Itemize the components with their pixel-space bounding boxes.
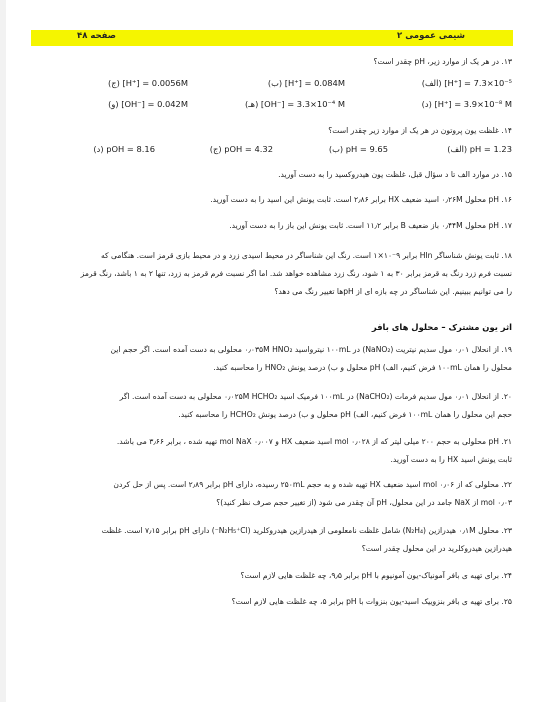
q21-line-1: ۲۱. pH محلولی به حجم ۲۰۰ میلی لیتر که از ۰٫۰۲۸ mol اسید ضعیف HX و ۰٫۰۰۷ mol NaX تهیه شده ، برابر ۳٫۶۶ می باشد. <box>116 437 512 446</box>
q13-option-e: (هـ) [OH⁻] = 3.3×10⁻⁴ M <box>245 99 345 109</box>
q13-option-b: (ب) [H⁺] = 0.084M <box>267 78 345 88</box>
q22-line-2: ۰٫۰۳ mol از NaX جامد در این محلول، pH آن چقدر می شود (از تغییر حجم صرف نظر کنید)؟ <box>216 498 512 507</box>
q18-line-2: نسبت فرم زرد رنگ به قرمز برابر ۳۰ به ۱ شود، رنگ زرد مشاهده خواهد شد. اما اگر نسبت فرم قرمز به زرد، تنها ۲ به ۱ باشد، رنگ قرمز <box>80 269 512 278</box>
q18-line-1: ۱۸. ثابت یونش شناساگر HIn برابر ۹⁻۱۰×۱ است. رنگ این شناساگر در محیط اسیدی زرد و در محیط بازی قرمز است. هنگامی که <box>100 251 512 260</box>
q24-text: ۲۴. برای تهیه ی بافر آمونیاک-یون آمونیوم با pH برابر ۹٫۵، چه غلظت هایی لازم است؟ <box>240 571 512 580</box>
q21-line-2: ثابت یونش اسید HX را به دست آورید. <box>390 455 512 464</box>
page-header <box>31 30 513 46</box>
q16-text: ۱۶. pH محلول ۰٫۲۶M اسید ضعیف HX برابر ۲٫۸۶ است. ثابت یونش این اسید را به دست آورید. <box>210 195 512 204</box>
q13-option-c: (ج) [H⁺] = 0.0056M <box>108 78 188 88</box>
q17-text: ۱۷. pH محلول ۰٫۴۴M باز ضعیف B برابر ۱۱٫۲ است. ثابت یونش این باز را به دست آورید. <box>229 221 512 230</box>
q23-line-1: ۲۳. محلول ۰٫۱M هیدرازین (N₂H₄) شامل غلظت نامعلومی از هیدرازین هیدروکلرید (N₂H₅⁺Cl⁻) دارای pH برابر ۷٫۱۵ است. غلظت <box>101 526 512 535</box>
q13-stem: ۱۳. در هر یک از موارد زیر، pH چقدر است؟ <box>373 57 512 66</box>
header-title: شیمی عمومی ۲ <box>397 31 465 41</box>
q14-option-b: (ب) pH = 9.65 <box>328 144 388 154</box>
q18-line-3: را می توانیم ببینیم. این شناساگر در چه بازه ای از pHها تغییر رنگ می دهد؟ <box>274 287 512 296</box>
q13-option-a: (الف) [H⁺] = 7.3×10⁻⁵ <box>421 78 512 88</box>
header-page-number: صفحه ۴۸ <box>77 31 116 41</box>
q14-option-a: (الف) pH = 1.23 <box>447 144 512 154</box>
q15-text: ۱۵. در موارد الف تا د سؤال قبل، غلظت یون هیدروکسید را به دست آورید. <box>278 170 512 179</box>
left-gutter <box>0 0 6 702</box>
q13-option-f: (و) [OH⁻] = 0.042M <box>108 99 188 109</box>
q25-text: ۲۵. برای تهیه ی بافر بنزوییک اسید-یون بنزوات با pH برابر ۵، چه غلظت هایی لازم است؟ <box>231 597 512 606</box>
q23-line-2: هیدرازین هیدروکلرید در این محلول چقدر است؟ <box>361 544 512 553</box>
q14-option-d: (د) pOH = 8.16 <box>93 144 155 154</box>
q22-line-1: ۲۲. محلولی که از ۰٫۰۶ mol اسید ضعیف HX تهیه شده و به حجم ۲۵۰mL رسیده، دارای pH برابر ۲٫۸۹ است. پس از حل کردن <box>113 480 512 489</box>
q20-line-2: حجم این محلول را همان ۱۰۰mL فرض کنیم، الف) pH محلول و ب) درصد یونش HCHO₂ را محاسبه کنید. <box>178 410 512 419</box>
section-heading-buffers: اثر یون مشترک – محلول های بافر <box>371 322 512 332</box>
q19-line-2: محلول را همان ۱۰۰mL فرض کنیم، الف) pH محلول و ب) درصد یونش HNO₂ را محاسبه کنید. <box>213 363 512 372</box>
q13-option-d: (د) [H⁺] = 3.9×10⁻⁸ M <box>421 99 512 109</box>
q14-option-c: (ج) pOH = 4.32 <box>209 144 273 154</box>
q14-stem: ۱۴. غلظت یون پروتون در هر یک از موارد زیر چقدر است؟ <box>328 126 512 135</box>
q20-line-1: ۲۰. از انحلال ۰٫۰۱ مول سدیم فرمات (NaCHO₂) در ۱۰۰mL فرمیک اسید ۰٫۰۲۵M HCHO₂ محلولی به دست آمده است. اگر <box>119 392 512 401</box>
q19-line-1: ۱۹. از انحلال ۰٫۰۱ مول سدیم نیتریت (NaNO₂) در ۱۰۰mL نیترواسید ۰٫۰۳۵M HNO₂ محلولی به دست آمده است. اگر حجم این <box>110 345 512 354</box>
